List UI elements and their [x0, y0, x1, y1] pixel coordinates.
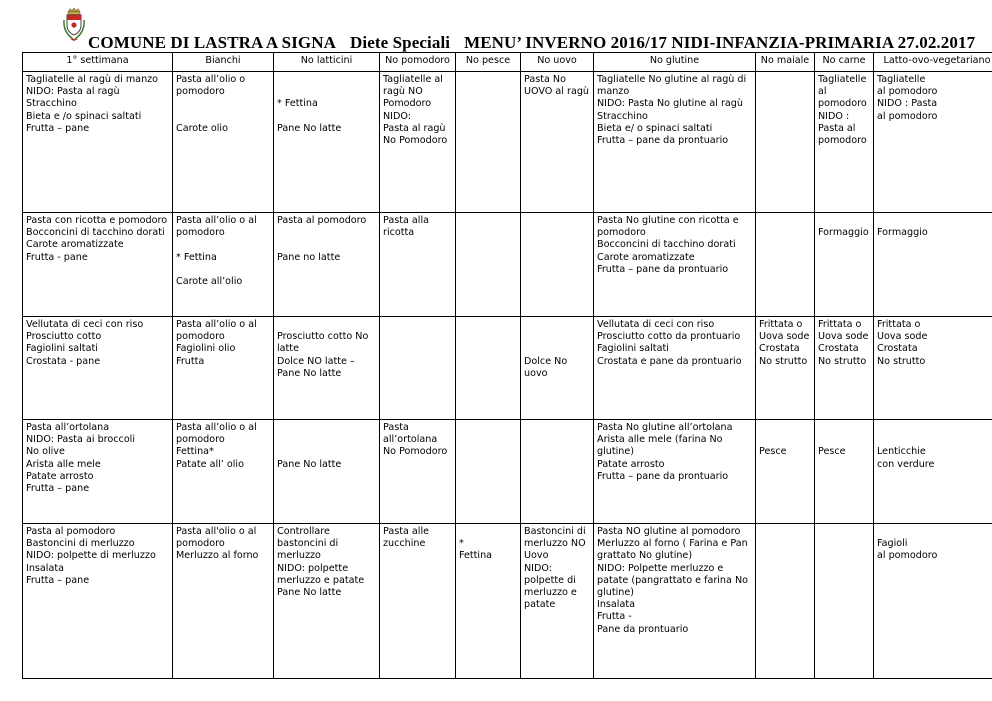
table-cell: Pasta al pomodoro Bastoncini di merluzzo NIDO: polpette di merluzzo Insalata Frutta – pane [23, 524, 173, 679]
table-cell: Pasta No UOVO al ragù [521, 72, 594, 213]
table-cell: Tagliatelle No glutine al ragù di manzo NIDO: Pasta No glutine al ragù Stracchino Bieta e/ o spinaci saltati Frutta – pane da prontuario [594, 72, 756, 213]
table-cell: Pasta alle zucchine [380, 524, 456, 679]
table-row [23, 72, 992, 213]
table-row [23, 317, 992, 420]
table-cell: Pasta No glutine con ricotta e pomodoro Bocconcini di tacchino dorati Carote aromatizzate Frutta – pane da prontuario [594, 213, 756, 317]
table-cell: Pasta alla ricotta [380, 213, 456, 317]
table-cell: Pasta all’ortolana NIDO: Pasta ai broccoli No olive Arista alle mele Patate arrosto Frutta – pane [23, 420, 173, 524]
table-cell: Bastoncini di merluzzo NO Uovo NIDO: polpette di merluzzo e patate [521, 524, 594, 679]
table-cell: Pasta all'olio o al pomodoro Merluzzo al forno [173, 524, 274, 679]
col-header-no-latticini: No latticini [274, 53, 380, 72]
table-cell: Dolce No uovo [521, 317, 594, 420]
table-cell [456, 420, 521, 524]
table-cell: * Fettina Pane No latte [274, 72, 380, 213]
col-header-vegetarian: Latto-ovo-vegetariano [874, 53, 992, 72]
table-cell: Controllare bastoncini di merluzzo NIDO: polpette merluzzo e patate Pane No latte [274, 524, 380, 679]
table-cell [521, 420, 594, 524]
table-cell: Fagioli al pomodoro [874, 524, 992, 679]
col-header-week: 1° settimana [23, 53, 173, 72]
table-cell [456, 317, 521, 420]
table-cell [815, 524, 874, 679]
header-row [23, 53, 992, 72]
table-cell [521, 213, 594, 317]
table-cell: Frittata o Uova sode Crostata No strutto [874, 317, 992, 420]
table-row [23, 213, 992, 317]
table-row [23, 420, 992, 524]
table-cell: Pasta al pomodoro Pane no latte [274, 213, 380, 317]
table-cell: Vellutata di ceci con riso Prosciutto cotto Fagiolini saltati Crostata - pane [23, 317, 173, 420]
table-cell: Pasta all’olio o al pomodoro Fagiolini olio Frutta [173, 317, 274, 420]
diet-menu-table [22, 52, 992, 679]
table-cell [456, 213, 521, 317]
table-cell: Frittata o Uova sode Crostata No strutto [815, 317, 874, 420]
table-cell: Pane No latte [274, 420, 380, 524]
title-menu: MENU’ INVERNO 2016/17 NIDI-INFANZIA-PRIMARIA 27.02.2017 [464, 33, 976, 52]
table-cell: Formaggio [874, 213, 992, 317]
table-cell: Pasta all’olio o pomodoro Carote olio [173, 72, 274, 213]
table-cell: Formaggio [815, 213, 874, 317]
table-cell [756, 213, 815, 317]
col-header-no-uovo: No uovo [521, 53, 594, 72]
table-cell [756, 524, 815, 679]
table-cell: Tagliatelle al pomodoro NIDO : Pasta al pomodoro [874, 72, 992, 213]
table-cell: Pasta all’ortolana No Pomodoro [380, 420, 456, 524]
table-cell: Tagliatelle al ragù NO Pomodoro NIDO: Pasta al ragù No Pomodoro [380, 72, 456, 213]
table-cell: Frittata o Uova sode Crostata No strutto [756, 317, 815, 420]
table-cell: Pasta con ricotta e pomodoro Bocconcini di tacchino dorati Carote aromatizzate Frutta - pane [23, 213, 173, 317]
table-cell: Pesce [756, 420, 815, 524]
table-cell: Pasta No glutine all’ortolana Arista alle mele (farina No glutine) Patate arrosto Frutta – pane da prontuario [594, 420, 756, 524]
table-cell: Tagliatelle al ragù di manzo NIDO: Pasta al ragù Stracchino Bieta e /o spinaci saltati Frutta – pane [23, 72, 173, 213]
col-header-no-maiale: No maiale [756, 53, 815, 72]
table-cell [456, 72, 521, 213]
col-header-no-pomodoro: No pomodoro [380, 53, 456, 72]
table-cell: Pasta NO glutine al pomodoro Merluzzo al forno ( Farina e Pan grattato No glutine) NIDO: Polpette merluzzo e patate (pangrattato e farina No glutine) Insalata Frutta - Pane da prontuario [594, 524, 756, 679]
document-title [88, 33, 975, 53]
municipal-crest-icon [62, 8, 86, 42]
table-cell: * Fettina [456, 524, 521, 679]
table-cell: Tagliatelle al pomodoro NIDO : Pasta al pomodoro [815, 72, 874, 213]
table-cell: Lenticchie con verdure [874, 420, 992, 524]
col-header-no-pesce: No pesce [456, 53, 521, 72]
table-cell [380, 317, 456, 420]
title-municipality: COMUNE DI LASTRA A SIGNA [88, 33, 337, 52]
col-header-bianchi: Bianchi [173, 53, 274, 72]
table-cell: Pasta all’olio o al pomodoro Fettina* Patate all’ olio [173, 420, 274, 524]
table-cell: Pasta all’olio o al pomodoro * Fettina Carote all’olio [173, 213, 274, 317]
table-cell: Prosciutto cotto No latte Dolce NO latte – Pane No latte [274, 317, 380, 420]
table-cell: Vellutata di ceci con riso Prosciutto cotto da prontuario Fagiolini saltati Crostata e pane da prontuario [594, 317, 756, 420]
table-cell: Pesce [815, 420, 874, 524]
title-section: Diete Speciali [350, 33, 451, 52]
table-row [23, 524, 992, 679]
col-header-no-glutine: No glutine [594, 53, 756, 72]
table-cell [756, 72, 815, 213]
col-header-no-carne: No carne [815, 53, 874, 72]
